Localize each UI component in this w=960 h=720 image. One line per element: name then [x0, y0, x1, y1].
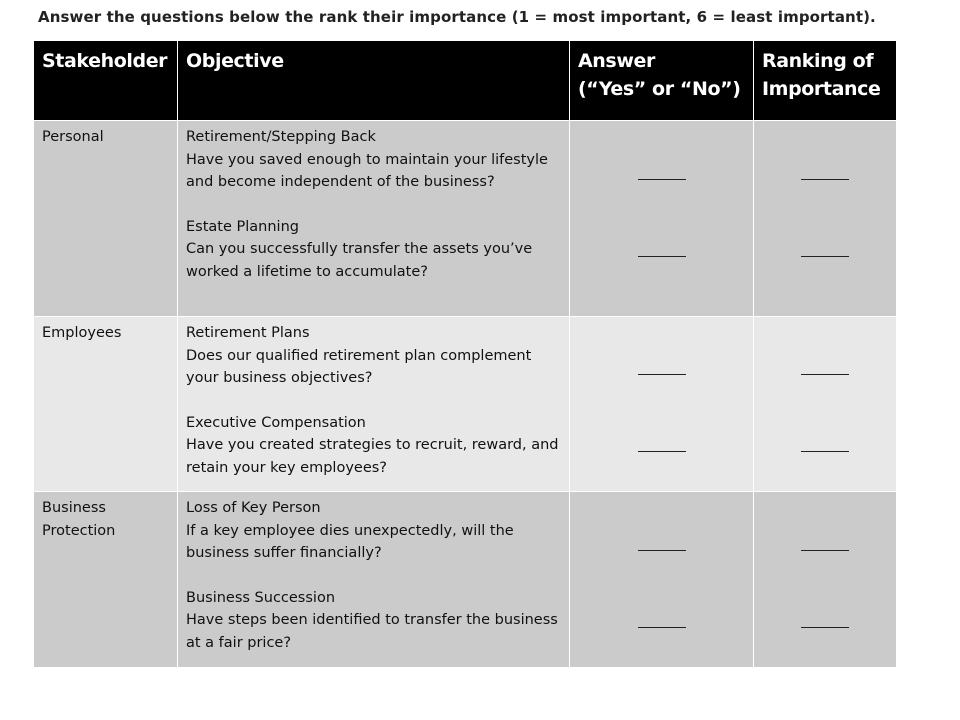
ranking-blank[interactable] [801, 256, 849, 257]
answer-cell [570, 492, 754, 668]
header-stakeholder: Stakeholder [34, 41, 178, 121]
answer-blank[interactable] [638, 256, 686, 257]
objective-question: Have you created strategies to recruit, reward, and retain your key employees? [186, 437, 559, 476]
header-objective: Objective [178, 41, 570, 121]
ranking-cell [754, 492, 897, 668]
header-answer [570, 41, 754, 121]
header-answer-line1: Answer [578, 50, 655, 72]
objective-cell [178, 121, 570, 317]
objective-question: Does our qualified retirement plan complement your business objectives? [186, 347, 532, 386]
answer-blank[interactable] [638, 627, 686, 628]
objective-title: Business Succession [186, 589, 336, 606]
objective-question: Have steps been identified to transfer the business at a fair price? [186, 612, 558, 651]
objective-cell [178, 492, 570, 668]
header-ranking-line1: Ranking of [762, 50, 874, 72]
ranking-blank[interactable] [801, 374, 849, 375]
objective-title: Estate Planning [186, 218, 299, 235]
objective-question: Have you saved enough to maintain your lifestyle and become independent of the business? [186, 151, 548, 190]
stakeholder-cell: Personal [34, 121, 178, 317]
ranking-blank[interactable] [801, 451, 849, 452]
objective-title: Retirement/Stepping Back [186, 129, 376, 145]
ranking-blank[interactable] [801, 179, 849, 180]
ranking-blank[interactable] [801, 627, 849, 628]
table-row-business-protection [34, 492, 897, 668]
header-ranking [754, 41, 897, 121]
objective-cell [178, 317, 570, 492]
ranking-cell [754, 121, 897, 317]
stakeholder-cell: Employees [34, 317, 178, 492]
header-answer-line2: (“Yes” or “No”) [578, 78, 741, 100]
answer-cell [570, 317, 754, 492]
objective-question: Can you successfully transfer the assets you’ve worked a lifetime to accumulate? [186, 241, 533, 280]
ranking-cell [754, 317, 897, 492]
table-row-employees [34, 317, 897, 492]
header-ranking-line2: Importance [762, 78, 881, 100]
instruction-text: Answer the questions below the rank their importance (1 = most important, 6 = least important). [38, 8, 876, 26]
stakeholder-table [33, 40, 897, 668]
objective-title: Executive Compensation [186, 414, 366, 431]
table-row-personal [34, 121, 897, 317]
stakeholder-cell: Business Protection [34, 492, 178, 668]
ranking-blank[interactable] [801, 550, 849, 551]
answer-cell [570, 121, 754, 317]
answer-blank[interactable] [638, 550, 686, 551]
answer-blank[interactable] [638, 374, 686, 375]
header-row [34, 41, 897, 121]
answer-blank[interactable] [638, 179, 686, 180]
answer-blank[interactable] [638, 451, 686, 452]
objective-question: If a key employee dies unexpectedly, will the business suffer financially? [186, 522, 514, 561]
objective-title: Retirement Plans [186, 325, 310, 341]
objective-title: Loss of Key Person [186, 500, 321, 516]
